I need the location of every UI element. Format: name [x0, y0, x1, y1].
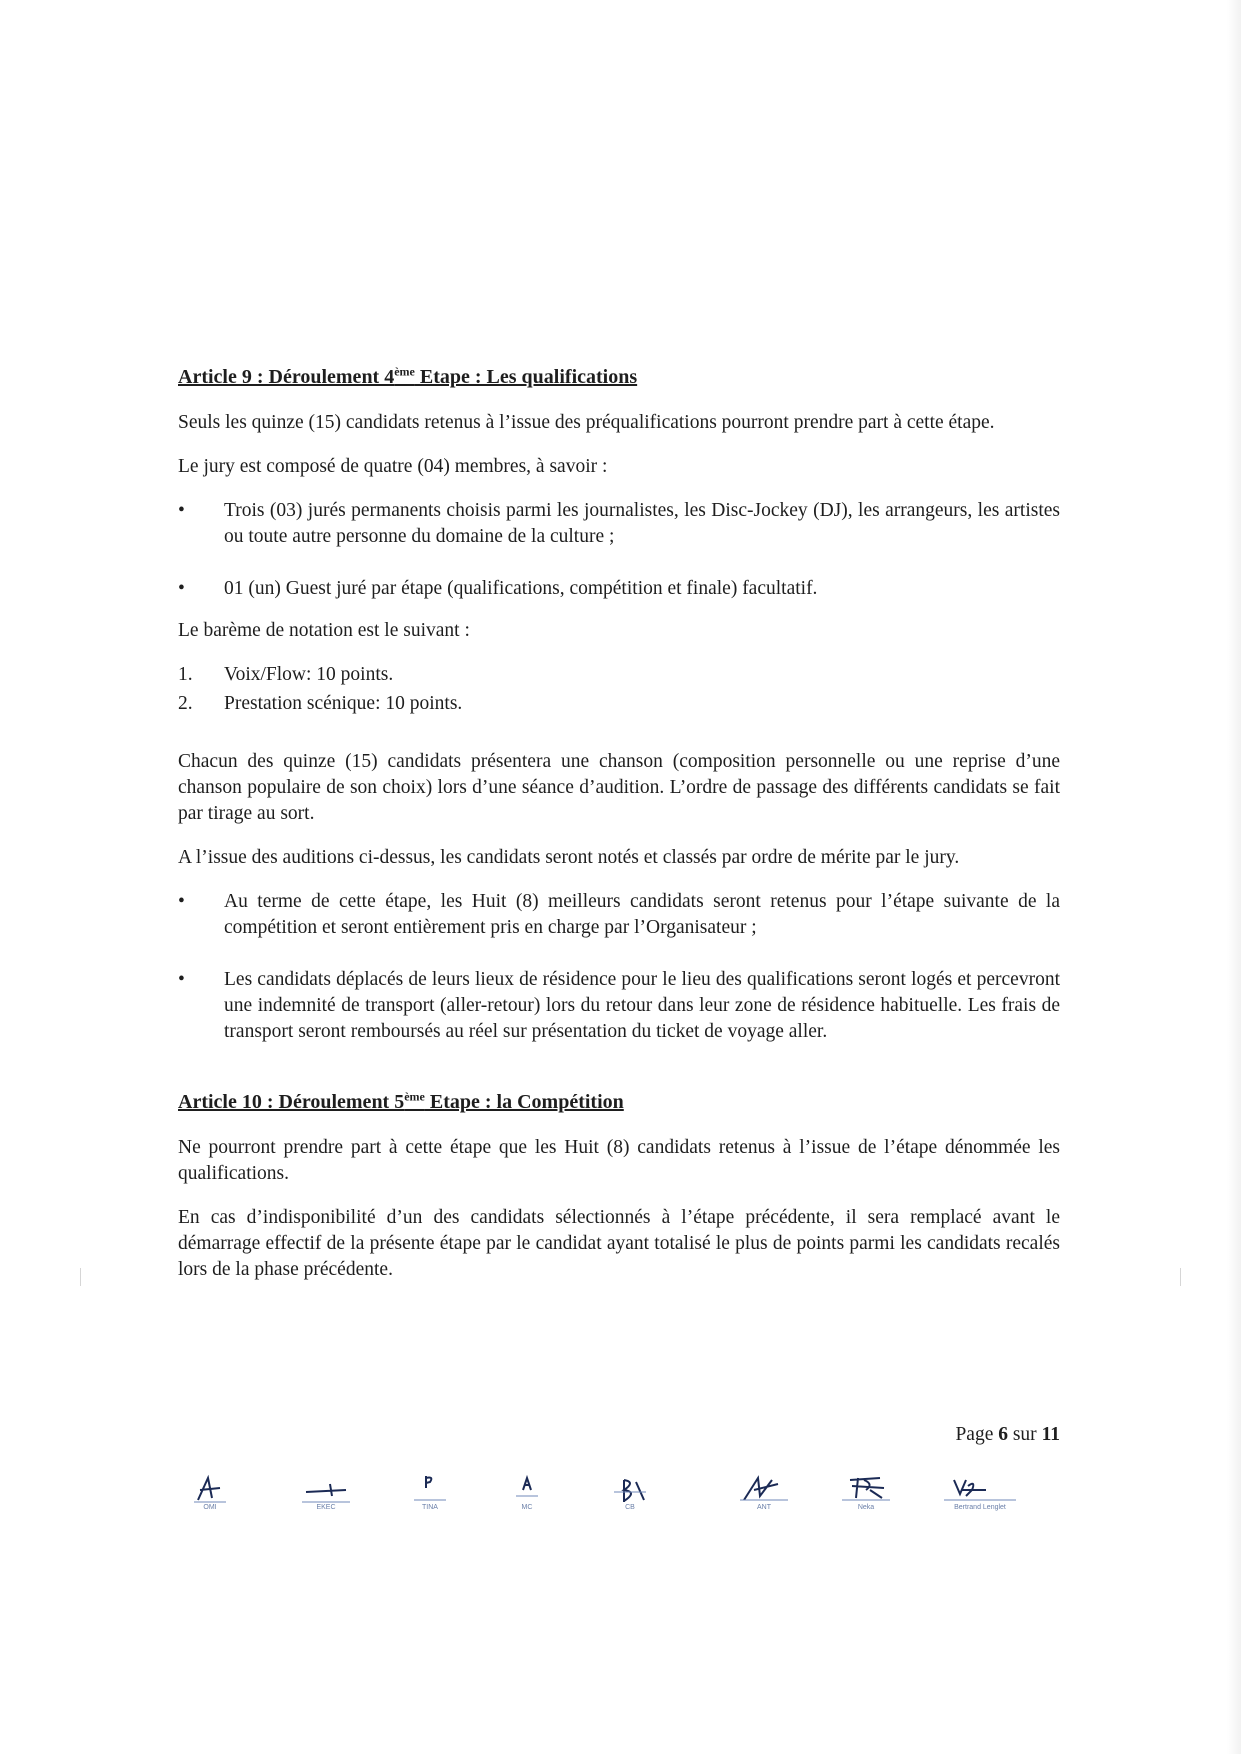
article-9-heading: Article 9 : Déroulement 4ème Etape : Les qualifications	[178, 364, 638, 388]
signature-icon	[300, 1470, 352, 1506]
article-10-paragraph-2: En cas d’indisponibilité d’un des candidats sélectionnés à l’étape précédente, il sera remplacé avant le démarrage effectif de la présente étape par le candidat ayant totalisé le plus de points parmi les candidats recalés lors de la phase précédente.	[178, 1207, 1060, 1280]
page-number: Page 6 sur 11	[955, 1424, 1060, 1445]
signature-initial: TINA	[412, 1470, 448, 1511]
article-9-paragraph-2: Le jury est composé de quatre (04) membres, à savoir :	[178, 456, 608, 477]
signature-initial: ANT	[738, 1470, 790, 1511]
list-item: • Les candidats déplacés de leurs lieux de résidence pour le lieu des qualifications seront logés et percevront une indemnité de transport (aller-retour) lors du retour dans leur zone de résidence habituelle. Les frais de transport seront remboursés au réel sur présentation du ticket de voyage aller.	[178, 969, 1060, 1042]
list-item: 2. Prestation scénique: 10 points.	[178, 693, 463, 714]
scan-margin-mark	[1180, 1268, 1181, 1286]
scoring-list	[178, 662, 1060, 717]
article-10-heading: Article 10 : Déroulement 5ème Etape : la Compétition	[178, 1089, 624, 1113]
signature-initial: CB	[610, 1470, 650, 1511]
signature-initial: EKEC	[300, 1470, 352, 1511]
signature-icon	[738, 1470, 790, 1506]
scan-margin-mark	[80, 1268, 81, 1286]
jury-composition-list	[178, 498, 1060, 602]
initials-row	[190, 1470, 1050, 1530]
signature-icon	[840, 1470, 892, 1506]
signature-initial: Neka	[840, 1470, 892, 1511]
article-10-paragraph-1: Ne pourront prendre part à cette étape que les Huit (8) candidats retenus à l’issue de l’étape dénommée les qualifications.	[178, 1137, 1060, 1184]
signature-initial: MC	[512, 1470, 542, 1511]
signature-initial: OMI	[190, 1470, 230, 1511]
signature-icon	[942, 1470, 1018, 1506]
list-item: • 01 (un) Guest juré par étape (qualifications, compétition et finale) facultatif.	[178, 576, 1060, 602]
scoring-intro: Le barème de notation est le suivant :	[178, 620, 470, 641]
bullet-icon: •	[178, 969, 185, 990]
signature-initial: Bertrand Lenglet	[942, 1470, 1018, 1511]
bullet-icon: •	[178, 578, 185, 599]
page-edge	[1227, 0, 1241, 1754]
signature-icon	[412, 1470, 448, 1506]
list-item: 1. Voix/Flow: 10 points.	[178, 664, 394, 685]
article-9-paragraph-1: Seuls les quinze (15) candidats retenus à l’issue des préqualifications pourront prendre part à cette étape.	[178, 412, 995, 433]
results-list	[178, 889, 1060, 1045]
article-9-paragraph-3: Chacun des quinze (15) candidats présentera une chanson (composition personnelle ou une reprise d’une chanson populaire de son choix) lors d’une séance d’audition. L’ordre de passage des différents candidats se fait par tirage au sort.	[178, 751, 1060, 824]
signature-icon	[190, 1470, 230, 1506]
bullet-icon: •	[178, 891, 185, 912]
article-9-paragraph-4: A l’issue des auditions ci-dessus, les candidats seront notés et classés par ordre de mérite par le jury.	[178, 847, 960, 868]
bullet-icon: •	[178, 500, 185, 521]
signature-icon	[610, 1470, 650, 1506]
list-item: • Au terme de cette étape, les Huit (8) meilleurs candidats seront retenus pour l’étape suivante de la compétition et seront entièrement pris en charge par l’Organisateur ;	[178, 891, 1060, 938]
signature-icon	[512, 1470, 542, 1506]
list-item: • Trois (03) jurés permanents choisis parmi les journalistes, les Disc-Jockey (DJ), les arrangeurs, les artistes ou toute autre personne du domaine de la culture ;	[178, 500, 1060, 547]
document-body	[178, 364, 1060, 1301]
